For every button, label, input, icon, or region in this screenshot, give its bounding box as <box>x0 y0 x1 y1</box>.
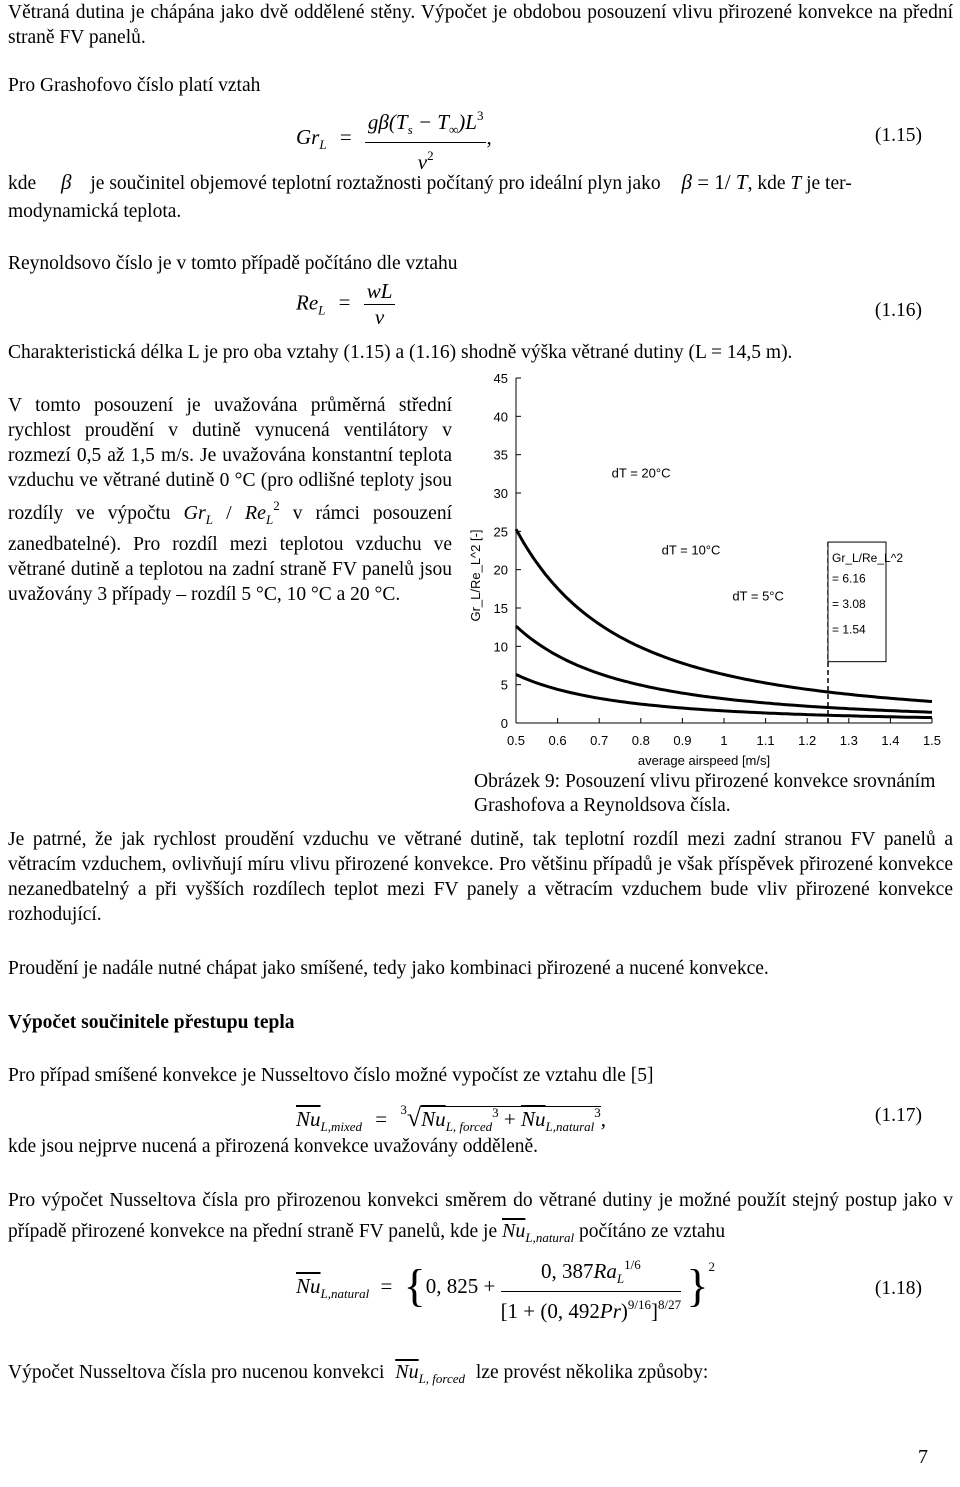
p11a-text: Výpočet Nusseltova čísla pro nucenou konvekci <box>8 1362 385 1383</box>
left-text-b: v rámci posouzení zanedbatelné). Pro rozdíl mezi teplotou vzduchu ve větrané dutině a teplotou na zadní straně FV panelů jsou uvažovány 3 případy – rozdíl 5 °C, 10 °C a 20 °C. <box>8 503 452 605</box>
eq-lhs-sub: L <box>319 136 327 152</box>
eq-fraction <box>365 103 487 175</box>
figure-caption: Obrázek 9: Posouzení vlivu přirozené konvekce srovnáním Grashofova a Reynoldsova čísla. <box>474 771 936 816</box>
y-tick-label: 10 <box>493 639 508 655</box>
annotation-line: = 6.16 <box>832 571 866 586</box>
eq-1-18-tag: (1.18) <box>874 1278 922 1299</box>
text-beta-desc: je součinitel objemové teplotní roztažnosti počítaný pro ideální plyn jako <box>90 173 661 194</box>
x-tick-label: 0.6 <box>548 733 567 748</box>
series-label: dT = 10°C <box>661 542 721 558</box>
gr-re-chart <box>458 360 958 768</box>
x-tick-label: 1.1 <box>756 733 775 748</box>
discussion-paragraph: Je patrné, že jak rychlost proudění vzduchu ve větrané dutině, tak teplotní rozdíl mezi zadní stranou FV panelů a větracím vzduchem, ovlivňují míru vlivu přirozené konvekce. Pro většinu případů je však příspěvek přirozené konvekce nezanedbatelný a při vyšších rozdílech teplot mezi FV panely a větracím vzduchem bude vliv přirozené konvekce rozhodující. <box>8 829 953 925</box>
annotation-line: = 1.54 <box>832 622 866 637</box>
y-tick-label: 30 <box>493 486 508 501</box>
text-ter: je ter- <box>806 173 852 194</box>
y-tick-label: 35 <box>493 447 508 463</box>
p10a-text: Pro výpočet Nusseltova čísla pro přirozenou konvekci směrem do větrané dutiny je možné použít stejný postup jako v případě přirozené konvekce na přední straně FV panelů, kde je <box>8 1190 953 1242</box>
x-tick-label: 1.2 <box>798 733 817 748</box>
annotation-line: = 3.08 <box>832 597 866 611</box>
eq-num-sub2: ∞ <box>448 122 459 137</box>
eq-1-16-tag: (1.16) <box>874 300 922 321</box>
eq-num: gβ(T <box>367 110 408 134</box>
mixed-flow-paragraph: Proudění je nadále nutné chápat jako smíšené, tedy jako kombinaci přirozené a nucené konvekce. <box>8 958 769 979</box>
x-tick-label: 0.5 <box>506 733 526 748</box>
eq-num-end: )L <box>458 110 477 134</box>
eq116-den: ν <box>374 305 385 329</box>
left-text-a: V tomto posouzení je uvažována průměrná střední rychlost proudění v dutině vynucená ventilátory v rozmezí 0,5 až 1,5 m/s. Je uvažována konstantní teplota vzduchu ve větrané dutině 0 °C (pro odlišné teploty jsou rozdíly ve výpočtu <box>8 395 452 524</box>
x-tick-label: 0.9 <box>673 733 692 748</box>
x-tick-label: 1.4 <box>881 733 900 748</box>
y-tick-label: 5 <box>500 677 508 693</box>
left-column-text: V tomto posouzení je uvažována průměrná střední rychlost proudění v dutině vynucená ventilátory v rozmezí 0,5 až 1,5 m/s. Je uvažována konstantní teplota vzduchu ve větrané dutině 0 °C (pro odlišné teploty jsou rozdíly ve výpočtu $Gr_L / Re_L^2$ v rámci posouzení zanedbatelné). Pro rozdíl mezi teplotou vzduchu ve větrané dutině a teplotou na zadní straně FV panelů jsou uvažovány 3 případy – rozdíl 5 °C, 10 °C a 20 °C. <box>8 395 452 605</box>
x-tick-label: 1.5 <box>922 733 942 748</box>
x-tick-label: 0.7 <box>590 733 609 748</box>
eq-num-sub: s <box>407 122 413 137</box>
y-tick-label: 25 <box>493 524 508 540</box>
equation-1-17: $\overline{Nu}_{L,mixed} = ^3√Nu_{L, forced}^3 + \overline{Nu}_{L,natural}^3$, <box>296 1102 607 1134</box>
eq-lhs: Gr <box>296 124 320 149</box>
reynolds-intro: Reynoldsovo číslo je v tomto případě počítáno dle vztahu <box>8 253 458 274</box>
text-kde: kde <box>8 173 37 194</box>
section-heading: Výpočet součinitele přestupu tepla <box>8 1012 295 1033</box>
equation-1-15: $Gr_L$ = $\frac{g\beta(T_s - T_\infty)L^3}{\nu^2}$ , <box>296 103 492 175</box>
page-number: 7 <box>918 1446 928 1468</box>
eq-num-sup: 3 <box>476 108 484 123</box>
equation-1-18: $\overline{Nu}_{L,natural} = \{0$, 825 + $\frac{0, 387Ra_L^{1/6}}{[1 + (0, 492Pr)^{9/16}]^{8/27}}$ }$^2$ <box>296 1252 715 1324</box>
natural-nusselt-paragraph: Pro výpočet Nusseltova čísla pro přirozenou konvekci směrem do větrané dutiny je možné použít stejný postup jako v případě přirozené konvekce na přední straně FV panelů, kde je $\overline{Nu}_{L,natural}$ počítáno ze vztahu <box>8 1190 953 1245</box>
series-label: dT = 5°C <box>732 588 784 604</box>
y-tick-label: 0 <box>500 716 508 731</box>
y-axis-label: Gr_L/Re_L^2 [-] <box>468 529 483 622</box>
p10b-text: počítáno ze vztahu <box>578 1221 726 1242</box>
eq116-lhs-sub: L <box>318 302 326 318</box>
eq-1-15-tag: (1.15) <box>874 125 922 146</box>
forced-nusselt-line: Výpočet Nusseltova čísla pro nucenou konvekci $\overline{Nu}_{L, forced}$ lze provést několika způsoby: <box>8 1361 709 1386</box>
x-tick-label: 1.3 <box>839 733 858 748</box>
eq-den: ν <box>417 150 428 174</box>
eq116-lhs: Re <box>296 290 319 315</box>
beta-definition: kde β je součinitel objemové teplotní roztažnosti počítaný pro ideální plyn jako β = 1/ T, kde T je ter- <box>8 170 852 194</box>
x-tick-label: 0.8 <box>631 733 650 748</box>
nusselt-intro: Pro případ smíšené konvekce je Nusseltovo číslo možné vypočíst ze vztahu dle [5] <box>8 1065 654 1086</box>
eq-num-mid: − T <box>412 110 449 134</box>
y-tick-label: 20 <box>493 562 508 578</box>
eq-1-17-tag: (1.17) <box>874 1105 922 1126</box>
equation-1-16: $Re_L$ = $\frac{wL}{\nu}$ <box>296 279 395 330</box>
y-tick-label: 45 <box>493 371 508 386</box>
series-label: dT = 20°C <box>611 465 671 481</box>
separate-convection-text: kde jsou nejprve nucená a přirozená konvekce uvažovány odděleně. <box>8 1136 539 1157</box>
intro-paragraph: Větraná dutina je chápána jako dvě oddělené stěny. Výpočet je obdobou posouzení vlivu přirozené konvekce na přední straně FV panelů. <box>8 2 953 48</box>
eq116-num: wL <box>366 279 393 303</box>
annotation-title: Gr_L/Re_L^2 <box>832 551 904 565</box>
x-axis-label: average airspeed [m/s] <box>637 753 771 768</box>
char-length-paragraph: Charakteristická délka L je pro oba vztahy (1.15) a (1.16) shodně výška větrané dutiny (L = 14,5 m). <box>8 342 793 363</box>
x-tick-label: 1 <box>720 733 728 748</box>
grashof-intro: Pro Grashofovo číslo platí vztah <box>8 75 261 96</box>
y-tick-label: 15 <box>493 601 508 616</box>
p11b-text: lze provést několika způsoby: <box>475 1362 709 1383</box>
text-kde2: , kde <box>747 173 786 194</box>
text-modynamicka: modynamická teplota. <box>8 201 182 222</box>
eq-den-sup: 2 <box>427 148 434 163</box>
y-tick-label: 40 <box>493 409 508 425</box>
